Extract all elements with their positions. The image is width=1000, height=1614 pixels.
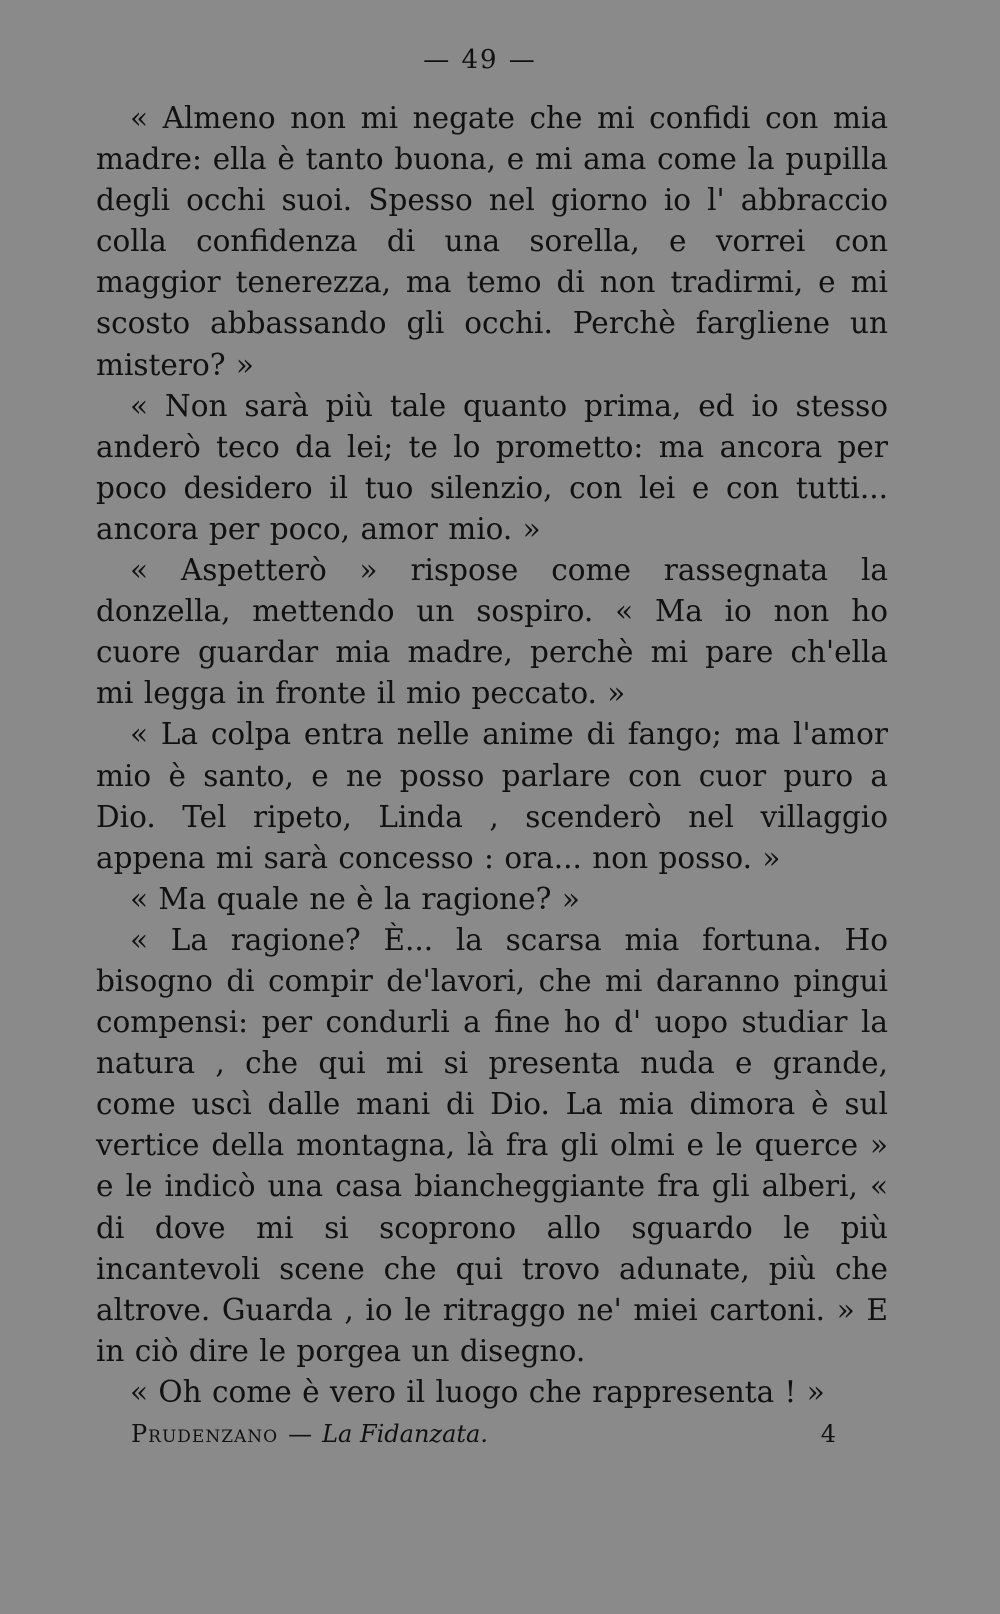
footer-author: Prudenzano	[131, 1420, 279, 1448]
paragraph-4: « La colpa entra nelle anime di fango; ma l'amor mio è santo, e ne posso parlare con cuor puro a Dio. Tel ripeto, Linda , scenderò nel villaggio appena mi sarà concesso : ora... non posso. »	[96, 717, 888, 875]
paragraph-7: « Oh come è vero il luogo che rappresenta ! »	[130, 1374, 825, 1409]
page-number: — 49 —	[423, 45, 537, 75]
footer-book-title: La Fidanzata.	[322, 1420, 488, 1448]
page-footer	[131, 1420, 836, 1448]
body-text	[96, 98, 888, 1413]
paragraph-2: « Non sarà più tale quanto prima, ed io stesso anderò teco da lei; te lo prometto: ma ancora per poco desidero il tuo silenzio, con lei e con tutti... ancora per poco, amor mio. »	[96, 388, 888, 546]
paragraph-1: « Almeno non mi negate che mi confidi con mia madre: ella è tanto buona, e mi ama come la pupilla degli occhi suoi. Spesso nel giorno io l' abbraccio colla confidenza di una sorella, e vorrei con maggior tenerezza, ma temo di non tradirmi, e mi scosto abbassando gli occhi. Perchè fargliene un mistero? »	[96, 101, 888, 382]
paragraph-6: « La ragione? È... la scarsa mia fortuna. Ho bisogno di compir de'lavori, che mi daranno pingui compensi: per condurli a fine ho d' uopo studiar la natura , che qui mi si presenta nuda e grande, come uscì dalle mani di Dio. La mia dimora è sul vertice della montagna, là fra gli olmi e le querce » e le indicò una casa biancheggiante fra gli alberi, « di dove mi si scoprono allo sguardo le più incantevoli scene che qui trovo adunate, più che altrove. Guarda , io le ritraggo ne' miei cartoni. » E in ciò dire le porgea un disegno.	[96, 922, 888, 1368]
paragraph-5: « Ma quale ne è la ragione? »	[130, 881, 580, 916]
running-footer	[131, 1420, 488, 1448]
signature-mark: 4	[820, 1420, 836, 1448]
footer-dash: —	[288, 1420, 313, 1448]
paragraph-3: « Aspetterò » rispose come rassegnata la donzella, mettendo un sospiro. « Ma io non ho cuore guardar mia madre, perchè mi pare ch'ella mi legga in fronte il mio peccato. »	[96, 553, 888, 711]
